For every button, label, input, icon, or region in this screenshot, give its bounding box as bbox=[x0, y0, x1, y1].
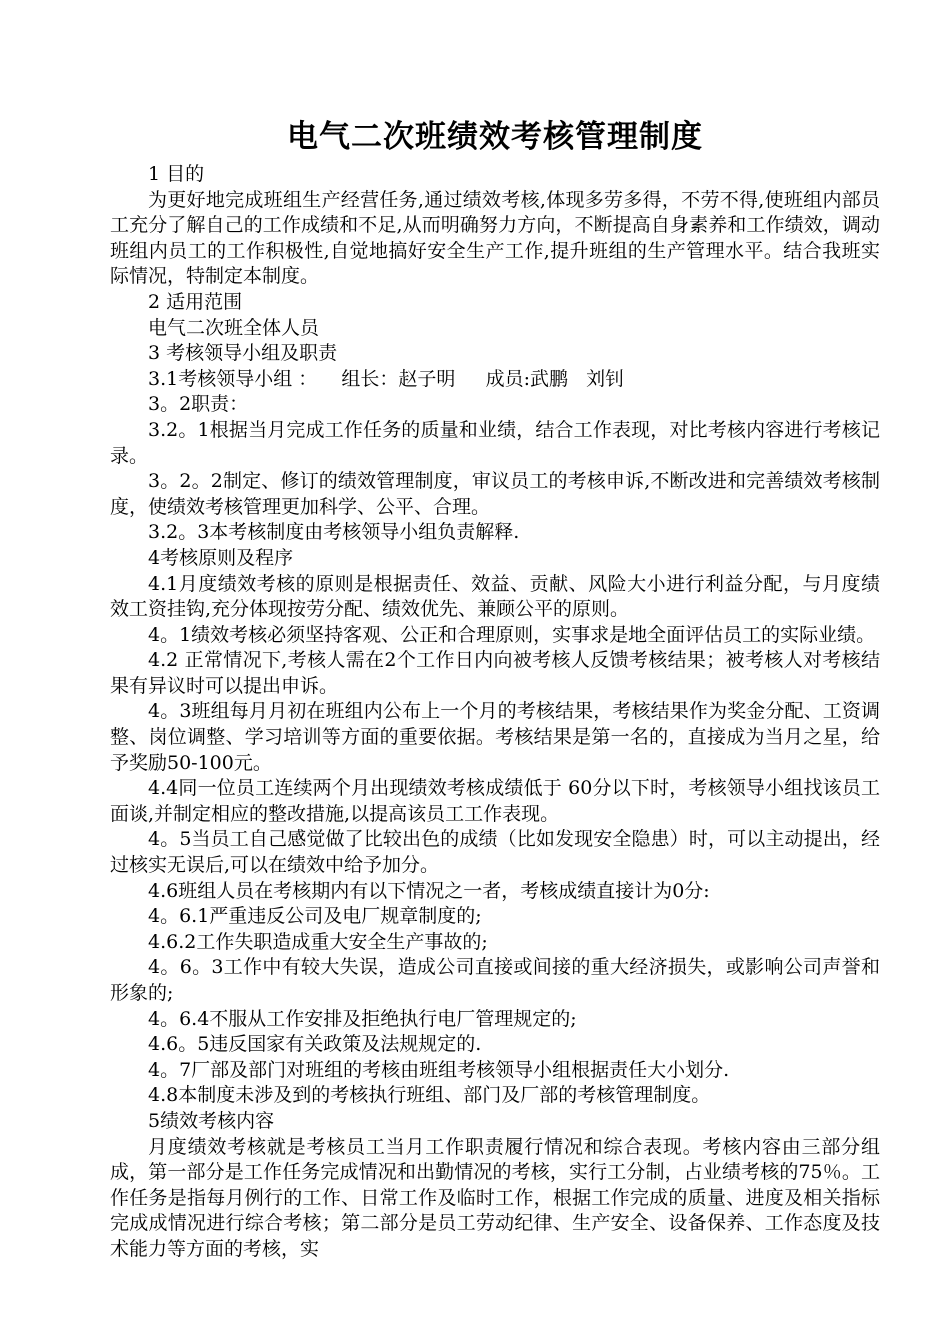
section-heading-scope: 2 适用范围 bbox=[148, 290, 243, 313]
paragraph-principle-2: 4.2 正常情况下,考核人需在2个工作日内向被考核人反馈考核结果；被考核人对考核结果有异议时可以提出申诉。 bbox=[110, 649, 880, 697]
paragraph-duty-3: 3.2。3本考核制度由考核领导小组负责解释. bbox=[148, 521, 520, 544]
document-title: 电气二次班绩效考核管理制度 bbox=[287, 119, 703, 155]
paragraph-scope: 电气二次班全体人员 bbox=[148, 316, 320, 339]
section-heading-content: 5绩效考核内容 bbox=[148, 1109, 275, 1132]
section-heading-purpose: 1 目的 bbox=[148, 163, 205, 185]
paragraph-purpose: 为更好地完成班组生产经营任务,通过绩效考核,体现多劳多得，不劳不得,使班组内部员工充分了解自己的工作成绩和不足,从而明确努力方向，不断提高自身素养和工作绩效，调动班组内员工的工作积极性,自觉地搞好安全生产工作,提升班组的生产管理水平。结合我班实际情况，特制定本制度。 bbox=[110, 188, 880, 288]
paragraph-principle-3: 4。3班组每月月初在班组内公布上一个月的考核结果，考核结果作为奖金分配、工资调整、岗位调整、学习培训等方面的重要依据。考核结果是第一名的，直接成为当月之星，给予奖励50-100元。 bbox=[110, 700, 880, 774]
paragraph-principle-6: 4.6班组人员在考核期内有以下情况之一者，考核成绩直接计为0分: bbox=[148, 879, 710, 902]
paragraph-principle-5: 4。5当员工自己感觉做了比较出色的成绩（比如发现安全隐患）时，可以主动提出，经过核实无误后,可以在绩效中给予加分。 bbox=[110, 828, 880, 877]
paragraph-principle-4: 4.4同一位员工连续两个月出现绩效考核成绩低于 60分以下时，考核领导小组找该员工面谈,并制定相应的整改措施,以提高该员工工作表现。 bbox=[110, 777, 880, 825]
paragraph-principle-8: 4.8本制度未涉及到的考核执行班组、部门及厂部的考核管理制度。 bbox=[148, 1084, 711, 1107]
paragraph-item-4-6-2: 4.6.2工作失职造成重大安全生产事故的; bbox=[148, 930, 488, 953]
paragraph-item-4-6-1: 4。6.1严重违反公司及电厂规章制度的; bbox=[148, 905, 482, 928]
section-heading-leadership: 3 考核领导小组及职责 bbox=[148, 342, 338, 365]
section-heading-principles: 4考核原则及程序 bbox=[148, 546, 294, 569]
paragraph-item-4-6-5: 4.6。5违反国家有关政策及法规规定的. bbox=[148, 1033, 482, 1056]
document-page bbox=[110, 112, 880, 1263]
paragraph-content: 月度绩效考核就是考核员工当月工作职责履行情况和综合表现。考核内容由三部分组成，第一部分是工作任务完成情况和出勤情况的考核，实行工分制，占业绩考核的75％。工作任务是指每月例行的工作、日常工作及临时工作，根据工作完成的质量、进度及相关指标完成成情况进行综合考核；第二部分是员工劳动纪律、生产安全、设备保养、工作态度及技术能力等方面的考核，实 bbox=[110, 1135, 880, 1260]
paragraph-leadership-group: 3.1考核领导小组 ： 组长：赵子明 成员:武鹏 刘钊 bbox=[148, 367, 625, 390]
paragraph-item-4-6-3: 4。6。3工作中有较大失误，造成公司直接或间接的重大经济损失，或影响公司声誉和形象的; bbox=[110, 956, 880, 1004]
paragraph-duty-2: 3。2。2制定、修订的绩效管理制度，审议员工的考核申诉,不断改进和完善绩效考核制度，使绩效考核管理更加科学、公平、合理。 bbox=[110, 470, 880, 518]
paragraph-item-4-6-4: 4。6.4不服从工作安排及拒绝执行电厂管理规定的; bbox=[148, 1007, 577, 1030]
paragraph-principle-1b: 4。1绩效考核必须坚持客观、公正和合理原则，实事求是地全面评估员工的实际业绩。 bbox=[148, 623, 876, 646]
paragraph-principle-1: 4.1月度绩效考核的原则是根据责任、效益、贡献、风险大小进行利益分配，与月度绩效工资挂钩,充分体现按劳分配、绩效优先、兼顾公平的原则。 bbox=[110, 572, 880, 621]
paragraph-duties-heading: 3。2职责： bbox=[148, 393, 249, 416]
paragraph-principle-7: 4。7厂部及部门对班组的考核由班组考核领导小组根据责任大小划分. bbox=[148, 1058, 730, 1081]
paragraph-duty-1: 3.2。1根据当月完成工作任务的质量和业绩，结合工作表现，对比考核内容进行考核记录。 bbox=[110, 418, 880, 467]
